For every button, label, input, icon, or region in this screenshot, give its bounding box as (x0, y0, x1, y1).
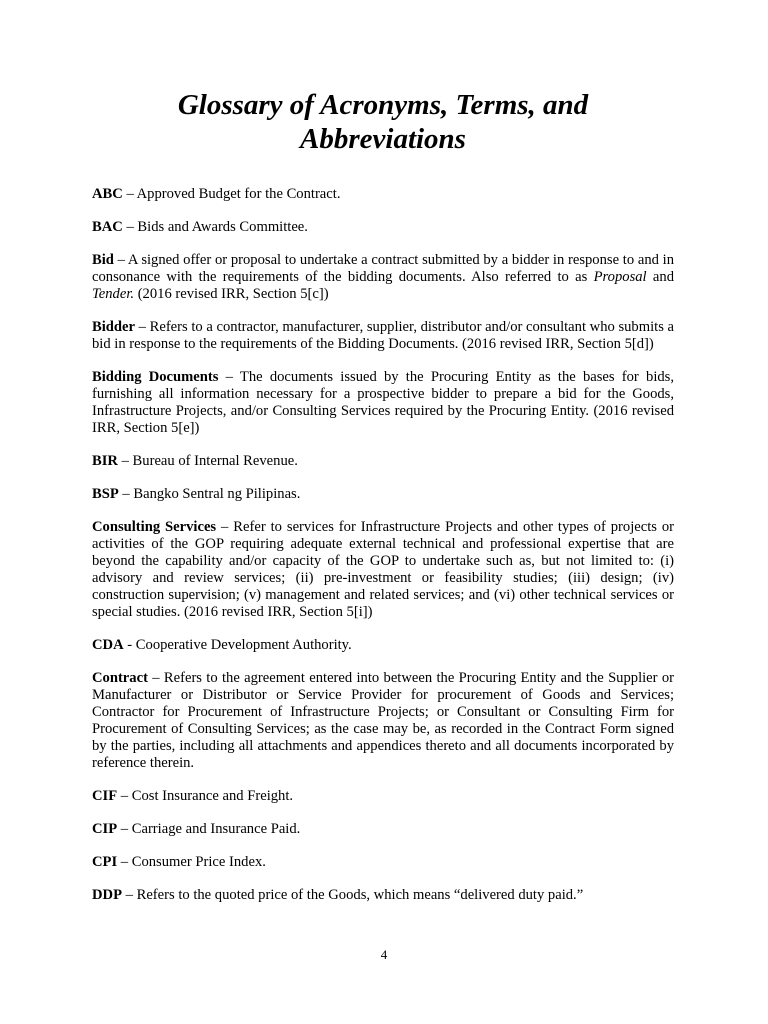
glossary-definition: Bids and Awards Committee. (137, 219, 308, 235)
glossary-separator: – (117, 788, 132, 804)
glossary-definition: Refers to the quoted price of the Goods, which means “delivered duty paid.” (136, 887, 584, 903)
glossary-entry-contract (92, 670, 674, 772)
glossary-separator: – (117, 854, 132, 870)
glossary-definition: (2016 revised IRR, Section 5[c]) (134, 286, 329, 302)
glossary-definition: Consumer Price Index. (131, 854, 266, 870)
glossary-entry-bidder (92, 319, 674, 353)
glossary-term: Bidder (92, 319, 135, 335)
glossary-entry-bidding-documents (92, 369, 674, 437)
glossary-separator: – (122, 887, 137, 903)
glossary-separator: – (117, 453, 133, 469)
glossary-separator: – (118, 486, 134, 502)
glossary-definition: Cost Insurance and Freight. (131, 788, 294, 804)
glossary-definition: Bureau of Internal Revenue. (132, 453, 298, 469)
glossary-definition: Bangko Sentral ng Pilipinas. (133, 486, 301, 502)
glossary-entry-ddp (92, 887, 674, 904)
glossary-term: Consulting Services (92, 519, 217, 535)
glossary-entry-cpi (92, 854, 674, 871)
glossary-term: CDA (92, 637, 124, 653)
glossary-list (92, 186, 674, 920)
glossary-entry-cif (92, 788, 674, 805)
glossary-definition: Cooperative Development Authority. (135, 637, 352, 653)
glossary-separator: - (123, 637, 136, 653)
glossary-definition: A signed offer or proposal to undertake a contract submitted by a bidder in response to and in consonance with the requirements of the bidding documents. Also referred to as (92, 252, 675, 285)
title-line-1: Glossary of Acronyms, Terms, and (177, 89, 589, 121)
glossary-entry-bsp (92, 486, 674, 503)
glossary-definition: and (646, 269, 674, 285)
glossary-definition: Approved Budget for the Contract. (136, 186, 341, 202)
glossary-definition: The documents issued by the Procuring Entity as the bases for bids, furnishing all information necessary for a prospective bidder to prepare a bid for the Goods, Infrastructure Projects, and/or Consulting Services required by the Procuring Entity. (2016 revised IRR, Section 5[e]) (92, 369, 674, 436)
glossary-entry-abc (92, 186, 674, 203)
glossary-term: CIP (92, 821, 118, 837)
glossary-definition-emphasis: Proposal (593, 269, 647, 285)
glossary-separator: – (147, 670, 164, 686)
glossary-definition: Refer to services for Infrastructure Projects and other types of projects or activities of the GOP requiring adequate external technical and professional expertise that are beyond the capability and/or capacity of the GOP to undertake such as, but not limited to: (i) advisory and review services; (ii) pre-investment or feasibility studies; (iii) design; (iv) construction supervision; (v) management and related services; and (vi) other technical services or special studies. (2016 revised IRR, Section 5[i]) (92, 519, 675, 620)
glossary-term: BSP (92, 486, 119, 502)
glossary-separator: – (216, 519, 234, 535)
glossary-entry-cip (92, 821, 674, 838)
glossary-term: BIR (92, 453, 118, 469)
glossary-term: CIF (92, 788, 118, 804)
page-number: 4 (380, 947, 388, 962)
glossary-definition-emphasis: Tender. (92, 286, 135, 302)
glossary-entry-bac (92, 219, 674, 236)
title-line-2: Abbreviations (300, 123, 466, 155)
glossary-entry-bir (92, 453, 674, 470)
glossary-definition: Refers to a contractor, manufacturer, supplier, distributor and/or consultant who submits a bid in response to the requirements of the Bidding Documents. (2016 revised IRR, Section 5[d]) (92, 319, 675, 352)
glossary-term: BAC (92, 219, 123, 235)
glossary-entry-cda (92, 637, 674, 654)
glossary-term: Contract (92, 670, 148, 686)
glossary-separator: – (117, 821, 132, 837)
glossary-entry-consulting-services (92, 519, 674, 621)
glossary-separator: – (134, 319, 150, 335)
glossary-term: ABC (92, 186, 123, 202)
glossary-separator: – (122, 219, 138, 235)
glossary-term: CPI (92, 854, 118, 870)
glossary-term: Bid (92, 252, 114, 268)
glossary-definition: Refers to the agreement entered into between the Procuring Entity and the Supplier or Manufacturer or Distributor or Service Provider for procurement of Goods and Services; Contractor for Procurement of Infrastructure Projects; or Consultant or Consulting Firm for Procurement of Consulting Services; as the case may be, as recorded in the Contract Form signed by the parties, including all attachments and appendices thereto and all documents incorporated by reference therein. (92, 670, 675, 771)
glossary-definition: Carriage and Insurance Paid. (131, 821, 301, 837)
glossary-separator: – (122, 186, 137, 202)
glossary-term: DDP (92, 887, 122, 903)
page-title (92, 88, 674, 156)
glossary-separator: – (218, 369, 240, 385)
glossary-entry-bid (92, 252, 674, 303)
glossary-term: Bidding Documents (92, 369, 219, 385)
glossary-separator: – (113, 252, 128, 268)
